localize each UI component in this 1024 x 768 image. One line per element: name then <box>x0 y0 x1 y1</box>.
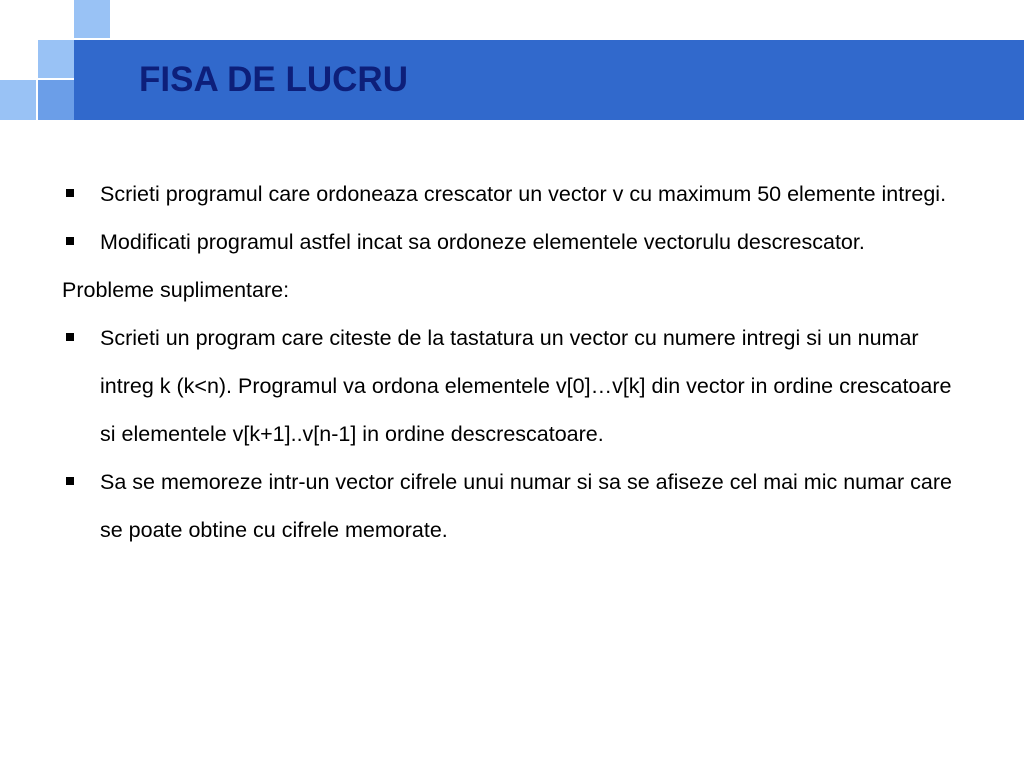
slide-title: FISA DE LUCRU <box>139 60 408 99</box>
bullet-text: Modificati programul astfel incat sa ordoneze elementele vectorulu descrescator. <box>100 230 865 254</box>
decor-square <box>74 0 110 38</box>
square-bullet-icon <box>62 170 100 218</box>
decor-square <box>0 80 36 120</box>
bullet-item-2 <box>62 218 972 266</box>
bullet-text: Scrieti un program care citeste de la tastatura un vector cu numere intregi si un numar intreg k (k<n). Programul va ordona elementele v[0]…v[k] din vector in ordine crescatoare si elementele v[k+1]..v[n-1] in ordine descrescatoare. <box>100 326 952 446</box>
square-bullet-icon <box>62 314 100 362</box>
subheading: Probleme suplimentare: <box>62 278 290 302</box>
slide-content <box>62 170 972 554</box>
decor-square <box>38 40 74 78</box>
square-bullet-icon <box>62 458 100 506</box>
bullet-text: Sa se memoreze intr-un vector cifrele unui numar si sa se afiseze cel mai mic numar care se poate obtine cu cifrele memorate. <box>100 470 952 542</box>
bullet-item-3 <box>62 314 972 458</box>
bullet-item-1 <box>62 170 972 218</box>
bullet-item-4 <box>62 458 972 554</box>
square-bullet-icon <box>62 218 100 266</box>
decor-square <box>38 80 74 120</box>
bullet-text: Scrieti programul care ordoneaza crescator un vector v cu maximum 50 elemente intregi. <box>100 182 947 206</box>
